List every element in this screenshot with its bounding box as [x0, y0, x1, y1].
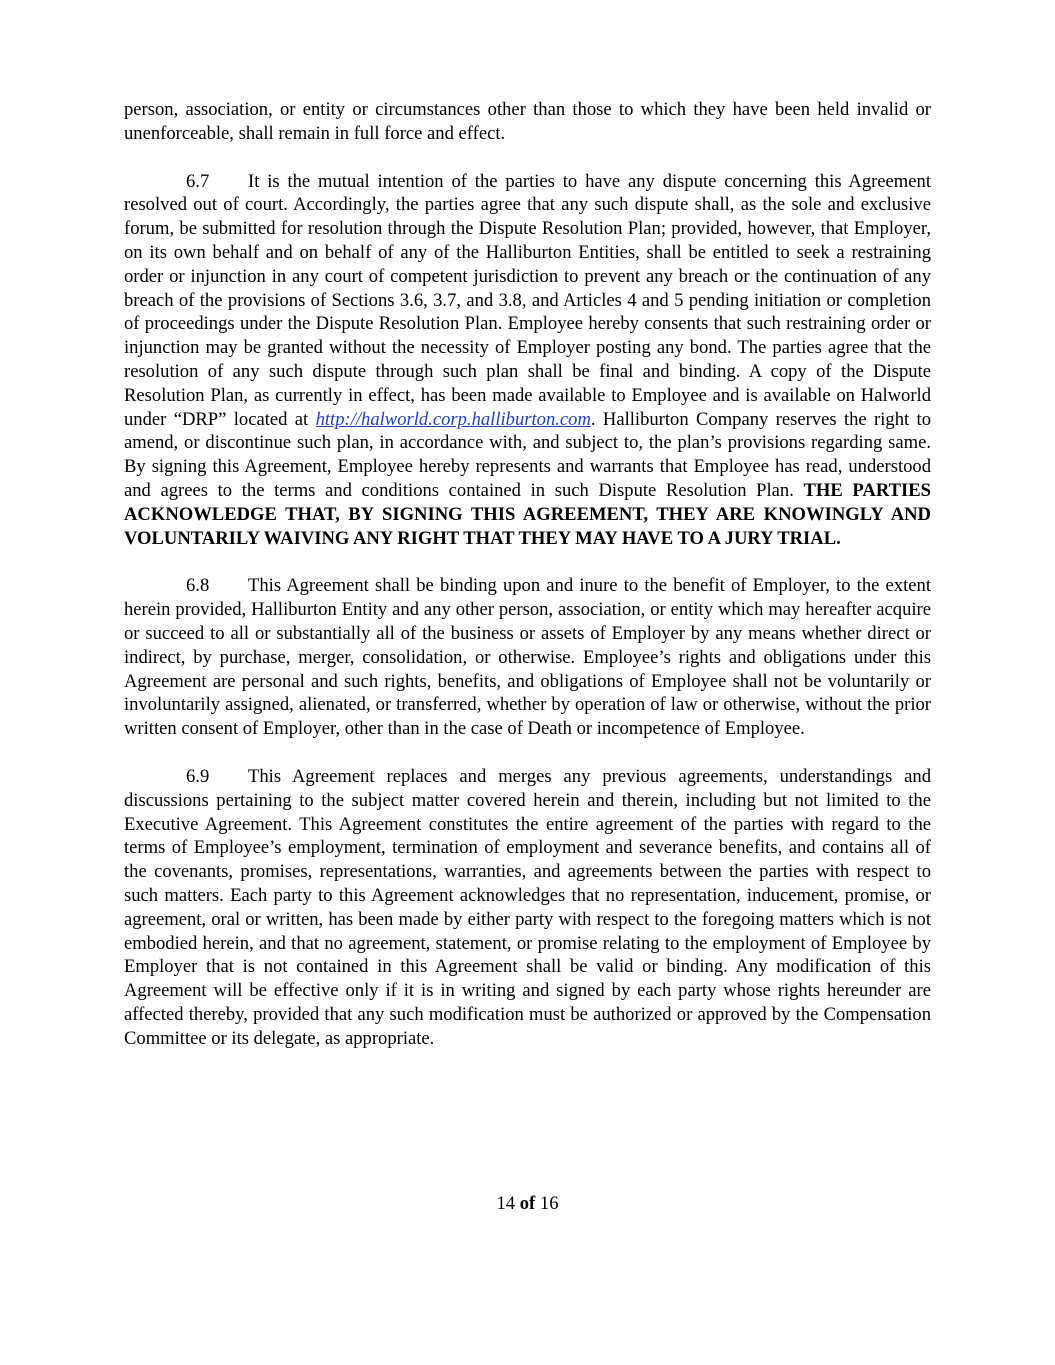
section-6-8 [124, 574, 931, 741]
section-number: 6.7 [186, 170, 210, 192]
section-text-continued: . Halliburton Company reserves the right to amend, or discontinue such plan, in accordance with, and subject to, the plan’s provisions regarding same. By signing this Agreement, Employee hereby represents and warrants that Employee has read, understood and agrees to the terms and conditions contained in such Dispute Resolution Plan. [124, 408, 931, 501]
paragraph-intro: person, association, or entity or circumstances other than those to which they have been held invalid or unenforceable, shall remain in full force and effect. [124, 99, 931, 144]
page-of-label: of [519, 1193, 536, 1214]
section-text: It is the mutual intention of the parties to have any dispute concerning this Agreement resolved out of court. Accordingly, the parties agree that any such dispute shall, as the sole and exclusive forum, be submitted for resolution through the Dispute Resolution Plan; provided, however, that Employer, on its own behalf and on behalf of any of the Halliburton Entities, shall be entitled to seek a restraining order or injunction in any court of competent jurisdiction to prevent any breach or the continuation of any breach of the provisions of Sections 3.6, 3.7, and 3.8, and Articles 4 and 5 pending initiation or completion of proceedings under the Dispute Resolution Plan. Employee hereby consents that such restraining order or injunction may be granted without the necessity of Employer posting any bond. The parties agree that the resolution of any such dispute through such plan shall be final and binding. A copy of the Dispute Resolution Plan, as currently in effect, has been made available to Employee and is available on Halworld under “DRP” located at [124, 170, 931, 430]
page-footer [0, 1192, 1055, 1216]
section-text: This Agreement shall be binding upon and inure to the benefit of Employer, to the extent herein provided, Halliburton Entity and any other person, association, or entity which may hereafter acquire or succeed to all or substantially all of the business or assets of Employer by any means whether direct or indirect, by purchase, merger, consolidation, or otherwise. Employee’s rights and obligations under this Agreement are personal and such rights, benefits, and obligations of Employee shall not be voluntarily or involuntarily assigned, alienated, or transferred, whether by operation of law or otherwise, without the prior written consent of Employer, other than in the case of Death or incompetence of Employee. [124, 575, 931, 740]
section-number: 6.8 [186, 575, 210, 597]
section-6-9 [124, 765, 931, 1051]
page-total: 16 [539, 1193, 559, 1214]
page-number: 14 [496, 1193, 516, 1214]
section-6-7 [124, 170, 931, 551]
section-number: 6.9 [186, 765, 210, 787]
document-body [124, 98, 931, 1074]
halworld-link[interactable]: http://halworld.corp.halliburton.com [315, 408, 591, 430]
jury-waiver-notice: THE PARTIES ACKNOWLEDGE THAT, BY SIGNING THIS AGREEMENT, THEY ARE KNOWINGLY AND VOLUNTARILY WAIVING ANY RIGHT THAT THEY MAY HAVE TO A JURY TRIAL. [124, 479, 931, 549]
section-text: This Agreement replaces and merges any previous agreements, understandings and discussions pertaining to the subject matter covered herein and therein, including but not limited to the Executive Agreement. This Agreement constitutes the entire agreement of the parties with regard to the terms of Employee’s employment, termination of employment and severance benefits, and contains all of the covenants, promises, representations, warranties, and agreements between the parties with respect to such matters. Each party to this Agreement acknowledges that no representation, inducement, promise, or agreement, oral or written, has been made by either party with respect to the foregoing matters which is not embodied herein, and that no agreement, statement, or promise relating to the employment of Employee by Employer that is not contained in this Agreement shall be valid or binding. Any modification of this Agreement will be effective only if it is in writing and signed by each party whose rights hereunder are affected thereby, provided that any such modification must be authorized or approved by the Compensation Committee or its delegate, as appropriate. [124, 765, 931, 1049]
